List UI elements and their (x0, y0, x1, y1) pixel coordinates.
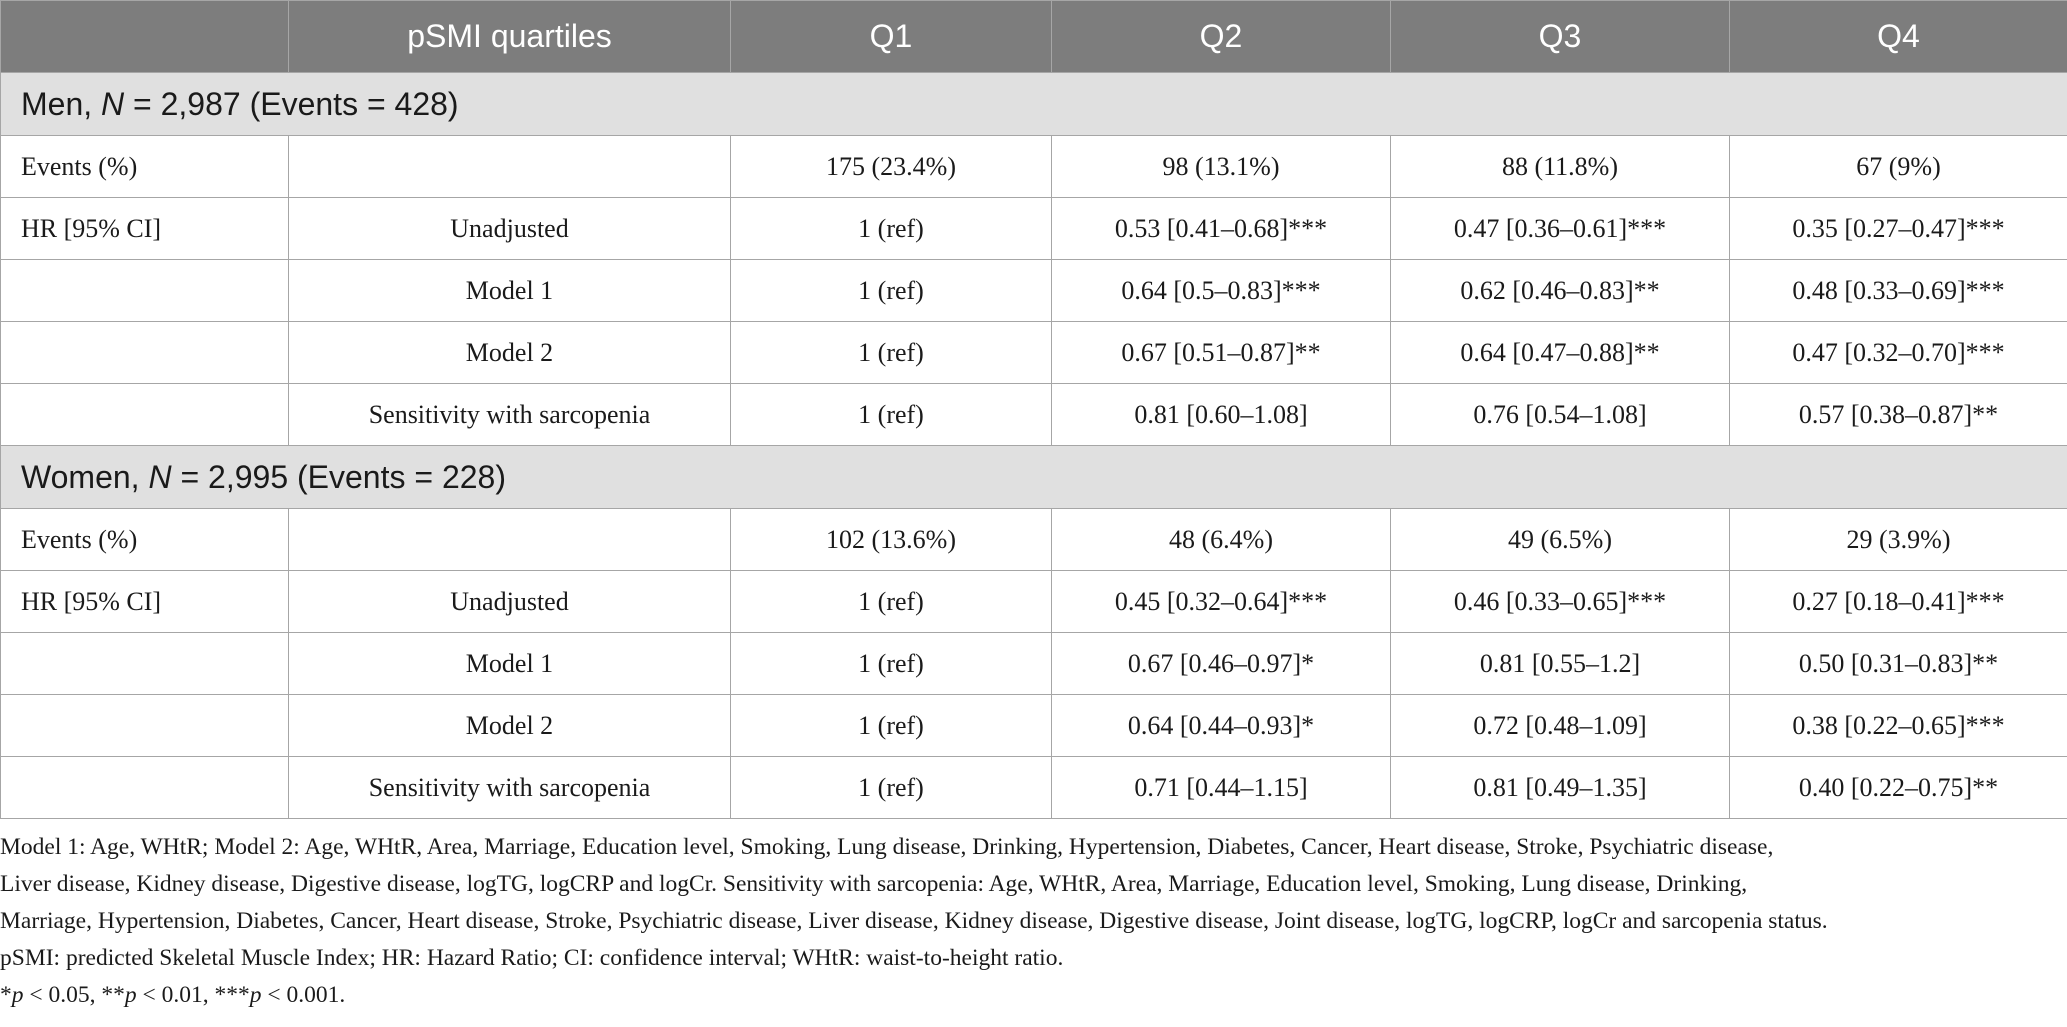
cell-q4: 0.40 [0.22–0.75]** (1730, 757, 2067, 819)
cell-q1: 1 (ref) (731, 571, 1052, 633)
cell-q4: 0.57 [0.38–0.87]** (1730, 384, 2067, 446)
cell-q3: 0.81 [0.49–1.35] (1391, 757, 1730, 819)
header-q4: Q4 (1730, 1, 2067, 73)
table-footnotes (0, 829, 2067, 1014)
row-model: Unadjusted (289, 198, 731, 260)
cell-q1: 1 (ref) (731, 198, 1052, 260)
cell-q2: 48 (6.4%) (1052, 509, 1391, 571)
table-row (1, 509, 2067, 571)
section-women (1, 446, 2067, 509)
cell-q4: 0.35 [0.27–0.47]*** (1730, 198, 2067, 260)
cell-q3: 49 (6.5%) (1391, 509, 1730, 571)
row-label (1, 757, 289, 819)
table-row (1, 384, 2067, 446)
cell-q4: 0.38 [0.22–0.65]*** (1730, 695, 2067, 757)
cell-q3: 0.81 [0.55–1.2] (1391, 633, 1730, 695)
cell-q4: 0.48 [0.33–0.69]*** (1730, 260, 2067, 322)
footnote-line: Model 1: Age, WHtR; Model 2: Age, WHtR, Area, Marriage, Education level, Smoking, Lung disease, Drinking, Hypertension, Diabetes, Cancer, Heart disease, Stroke, Psychiatric disease, (0, 834, 1774, 860)
row-label: Events (%) (1, 136, 289, 198)
table-row (1, 633, 2067, 695)
row-label (1, 322, 289, 384)
row-model (289, 509, 731, 571)
cell-q3: 88 (11.8%) (1391, 136, 1730, 198)
table-row (1, 757, 2067, 819)
cell-q4: 67 (9%) (1730, 136, 2067, 198)
row-label (1, 384, 289, 446)
table-row (1, 198, 2067, 260)
cell-q3: 0.62 [0.46–0.83]** (1391, 260, 1730, 322)
cell-q2: 0.53 [0.41–0.68]*** (1052, 198, 1391, 260)
table-row (1, 695, 2067, 757)
cell-q4: 0.27 [0.18–0.41]*** (1730, 571, 2067, 633)
footnote-line: Liver disease, Kidney disease, Digestive disease, logTG, logCRP and logCr. Sensitivity with sarcopenia: Age, WHtR, Area, Marriage, Education level, Smoking, Lung disease, Drinking, (0, 871, 1748, 897)
row-model: Unadjusted (289, 571, 731, 633)
header-empty-cell (1, 1, 289, 73)
cell-q2: 0.67 [0.51–0.87]** (1052, 322, 1391, 384)
row-label (1, 260, 289, 322)
table-row (1, 571, 2067, 633)
cell-q1: 1 (ref) (731, 757, 1052, 819)
significance-note: *p < 0.05, **p < 0.01, ***p < 0.001. (0, 982, 346, 1008)
row-label (1, 695, 289, 757)
cell-q2: 0.64 [0.5–0.83]*** (1052, 260, 1391, 322)
row-model: Model 2 (289, 695, 731, 757)
cell-q1: 1 (ref) (731, 384, 1052, 446)
cell-q3: 0.46 [0.33–0.65]*** (1391, 571, 1730, 633)
cell-q2: 0.67 [0.46–0.97]* (1052, 633, 1391, 695)
cell-q2: 0.81 [0.60–1.08] (1052, 384, 1391, 446)
table-row (1, 322, 2067, 384)
cell-q1: 1 (ref) (731, 322, 1052, 384)
cell-q1: 1 (ref) (731, 695, 1052, 757)
cell-q1: 175 (23.4%) (731, 136, 1052, 198)
header-row (1, 1, 2067, 73)
row-model: Model 2 (289, 322, 731, 384)
cell-q3: 0.47 [0.36–0.61]*** (1391, 198, 1730, 260)
cell-q3: 0.76 [0.54–1.08] (1391, 384, 1730, 446)
header-q2: Q2 (1052, 1, 1391, 73)
cell-q4: 0.50 [0.31–0.83]** (1730, 633, 2067, 695)
row-model: Model 1 (289, 260, 731, 322)
row-model (289, 136, 731, 198)
cell-q1: 102 (13.6%) (731, 509, 1052, 571)
cell-q2: 0.64 [0.44–0.93]* (1052, 695, 1391, 757)
cell-q4: 0.47 [0.32–0.70]*** (1730, 322, 2067, 384)
header-q3: Q3 (1391, 1, 1730, 73)
table-row (1, 136, 2067, 198)
row-model: Sensitivity with sarcopenia (289, 384, 731, 446)
row-model: Sensitivity with sarcopenia (289, 757, 731, 819)
row-label (1, 633, 289, 695)
cell-q2: 0.45 [0.32–0.64]*** (1052, 571, 1391, 633)
cell-q1: 1 (ref) (731, 633, 1052, 695)
row-label: Events (%) (1, 509, 289, 571)
cell-q2: 98 (13.1%) (1052, 136, 1391, 198)
cell-q1: 1 (ref) (731, 260, 1052, 322)
section-title-women: Women, N = 2,995 (Events = 228) (1, 446, 2067, 509)
section-men (1, 73, 2067, 136)
cell-q3: 0.72 [0.48–1.09] (1391, 695, 1730, 757)
cell-q4: 29 (3.9%) (1730, 509, 2067, 571)
cell-q2: 0.71 [0.44–1.15] (1052, 757, 1391, 819)
table-row (1, 260, 2067, 322)
cell-q3: 0.64 [0.47–0.88]** (1391, 322, 1730, 384)
header-psmi-quartiles: pSMI quartiles (289, 1, 731, 73)
row-label: HR [95% CI] (1, 198, 289, 260)
header-q1: Q1 (731, 1, 1052, 73)
section-title-men: Men, N = 2,987 (Events = 428) (1, 73, 2067, 136)
footnote-line: pSMI: predicted Skeletal Muscle Index; HR: Hazard Ratio; CI: confidence interval; WHtR: waist-to-height ratio. (0, 945, 1064, 971)
footnote-line: Marriage, Hypertension, Diabetes, Cancer, Heart disease, Stroke, Psychiatric disease, Liver disease, Kidney disease, Digestive disease, Joint disease, logTG, logCRP, logCr and sarcopenia status. (0, 908, 1828, 934)
row-label: HR [95% CI] (1, 571, 289, 633)
row-model: Model 1 (289, 633, 731, 695)
